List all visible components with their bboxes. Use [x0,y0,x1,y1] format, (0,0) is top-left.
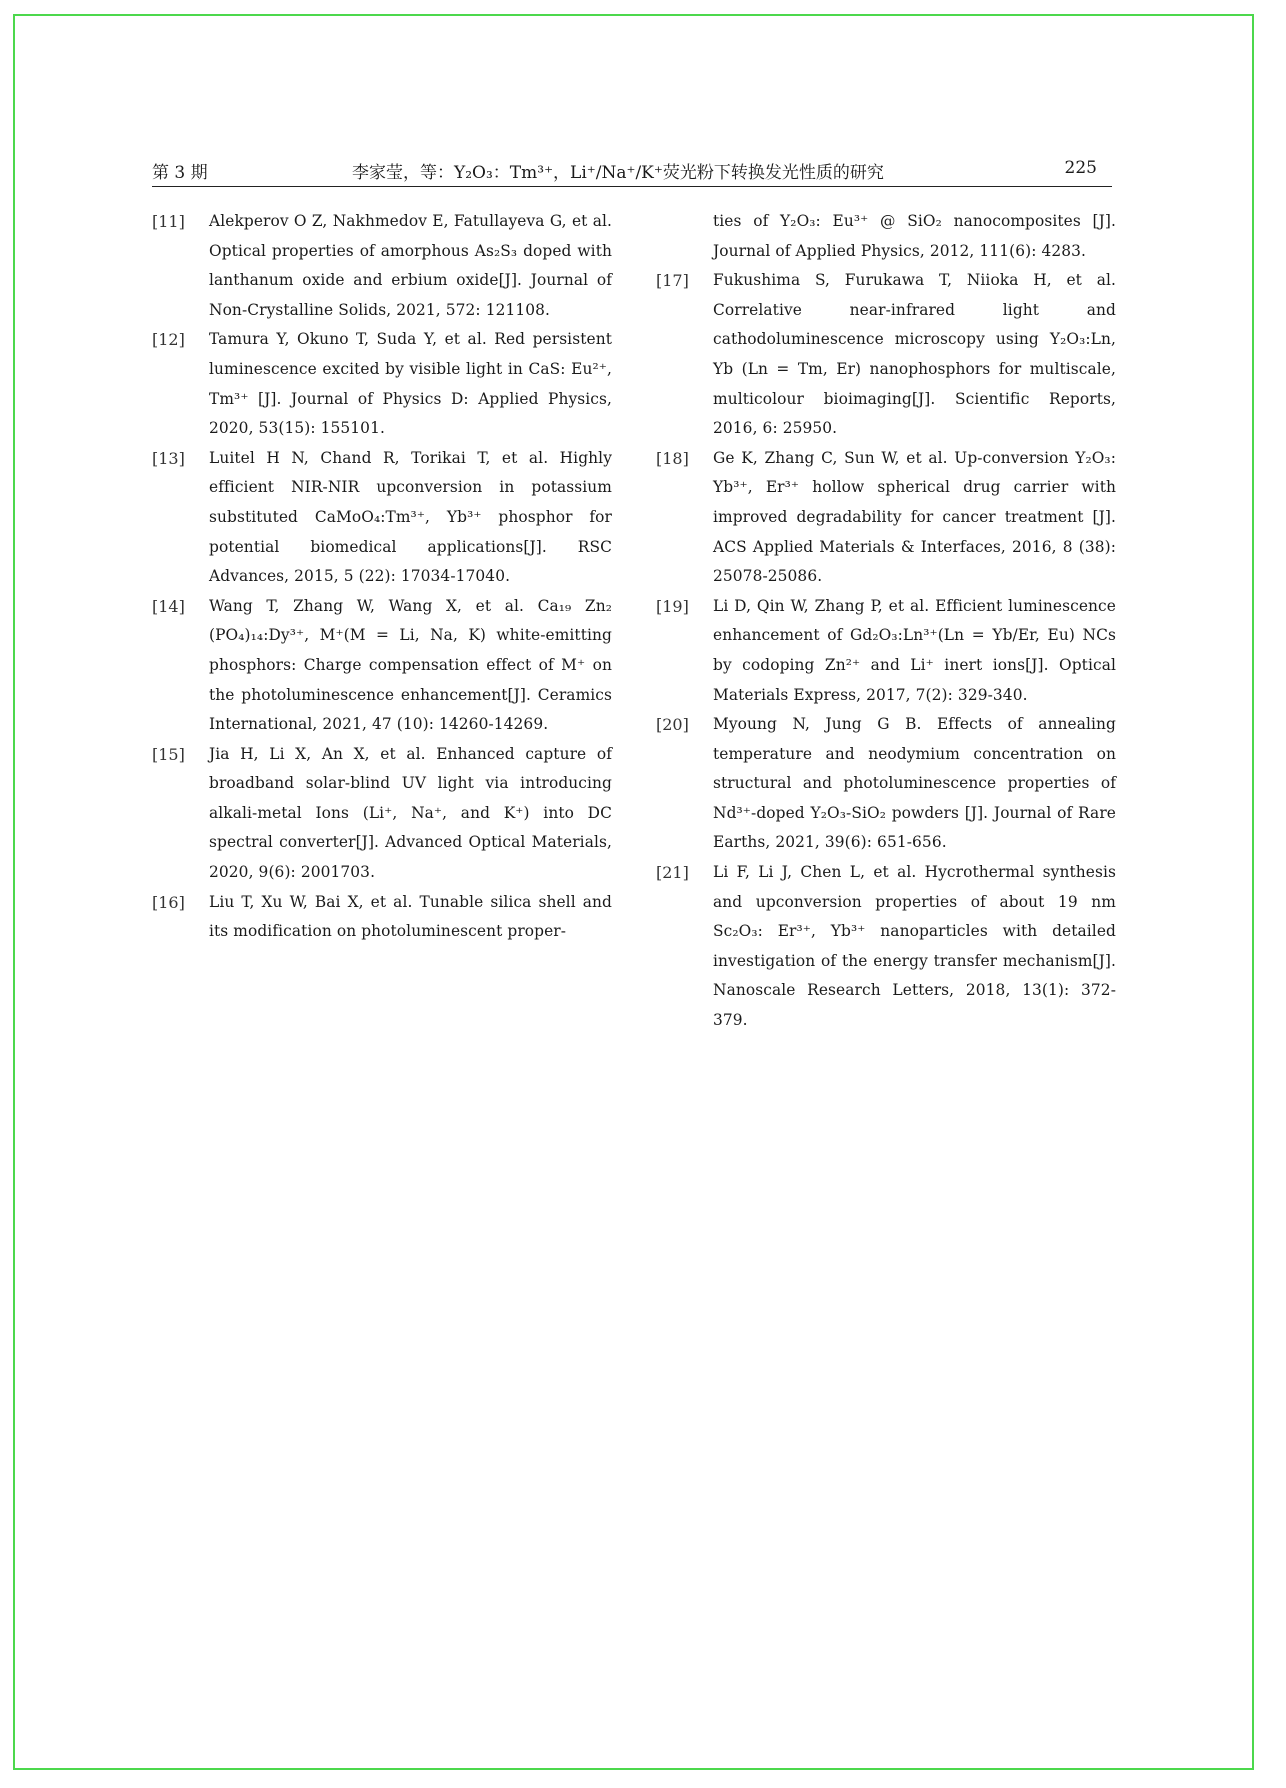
running-header [152,154,1112,184]
references-left-column [152,207,612,947]
reference-number: [11] [152,212,185,231]
reference-number: [21] [656,863,689,883]
reference-item [152,207,612,325]
reference-text: Wang T, Zhang W, Wang X, et al. Ca₁₉ Zn₂ (PO₄)₁₄:Dy³⁺, M⁺(M = Li, Na, K) white-emitting phosphors: Charge compensation effect of M⁺ on the photoluminescence enhancement[J]. Ceramics International, 2021, 47 (10): 14260-14269. [209,596,612,734]
reference-text: Ge K, Zhang C, Sun W, et al. Up-conversion Y₂O₃: Yb³⁺, Er³⁺ hollow spherical drug carrier with improved degradability for cancer treatment [J]. ACS Applied Materials & Interfaces, 2016, 8 (38): 25078-25086. [713,448,1116,586]
reference-number: [15] [152,744,185,764]
page-number: 225 [1064,158,1097,178]
reference-text: Alekperov O Z, Nakhmedov E, Fatullayeva G, et al. Optical properties of amorphous As₂S₃ doped with lanthanum oxide and erbium oxide[J]. Journal of Non-Crystalline Solids, 2021, 572: 121108. [209,212,612,319]
reference-item [656,444,1116,592]
reference-text: Li F, Li J, Chen L, et al. Hycrothermal synthesis and upconversion properties of about 19 nm Sc₂O₃: Er³⁺, Yb³⁺ nanoparticles with detailed investigation of the energy transfer mechanism[J]. Nanoscale Research Letters, 2018, 13(1): 372-379. [713,863,1116,1030]
running-title: 李家莹，等：Y₂O₃：Tm³⁺，Li⁺/Na⁺/K⁺荧光粉下转换发光性质的研究 [352,163,884,183]
reference-number: [16] [152,892,185,912]
reference-item [152,325,612,443]
reference-text: Fukushima S, Furukawa T, Niioka H, et al. Correlative near-infrared light and cathodoluminescence microscopy using Y₂O₃:Ln, Yb (Ln = Tm, Er) nanophosphors for multiscale, multicolour bioimaging[J]. Scientific Reports, 2016, 6: 25950. [713,271,1116,438]
reference-text: ties of Y₂O₃: Eu³⁺ @ SiO₂ nanocomposites [J]. Journal of Applied Physics, 2012, 111(6): 4283. [713,212,1116,260]
reference-continuation [656,207,1116,266]
header-rule [152,186,1112,187]
reference-item [152,740,612,888]
reference-text: Luitel H N, Chand R, Torikai T, et al. Highly efficient NIR-NIR upconversion in potassium substituted CaMoO₄:Tm³⁺, Yb³⁺ phosphor for potential biomedical applications[J]. RSC Advances, 2015, 5 (22): 17034-17040. [209,448,612,586]
reference-number: [18] [656,448,689,468]
reference-text: Liu T, Xu W, Bai X, et al. Tunable silica shell and its modification on photoluminescent proper- [209,892,612,941]
reference-item [656,266,1116,444]
references-right-column [656,207,1116,1036]
reference-number: [13] [152,448,185,468]
issue-label: 第 3 期 [152,163,208,183]
reference-item [656,858,1116,1036]
reference-item [152,592,612,740]
reference-number: [17] [656,271,689,291]
reference-text: Myoung N, Jung G B. Effects of annealing temperature and neodymium concentration on structural and photoluminescence properties of Nd³⁺-doped Y₂O₃-SiO₂ powders [J]. Journal of Rare Earths, 2021, 39(6): 651-656. [713,715,1116,852]
reference-item [152,444,612,592]
reference-text: Jia H, Li X, An X, et al. Enhanced capture of broadband solar-blind UV light via introducing alkali-metal Ions (Li⁺, Na⁺, and K⁺) into DC spectral converter[J]. Advanced Optical Materials, 2020, 9(6): 2001703. [209,744,612,882]
reference-item [152,888,612,947]
reference-text: Tamura Y, Okuno T, Suda Y, et al. Red persistent luminescence excited by visible light in CaS: Eu²⁺, Tm³⁺ [J]. Journal of Physics D: Applied Physics, 2020, 53(15): 155101. [209,330,612,438]
reference-number: [12] [152,330,185,350]
reference-item [656,710,1116,858]
reference-item [656,592,1116,710]
reference-text: Li D, Qin W, Zhang P, et al. Efficient luminescence enhancement of Gd₂O₃:Ln³⁺(Ln = Yb/Er, Eu) NCs by codoping Zn²⁺ and Li⁺ inert ions[J]. Optical Materials Express, 2017, 7(2): 329-340. [713,596,1116,704]
reference-number: [14] [152,596,185,616]
reference-number: [19] [656,596,689,616]
reference-number: [20] [656,715,689,735]
